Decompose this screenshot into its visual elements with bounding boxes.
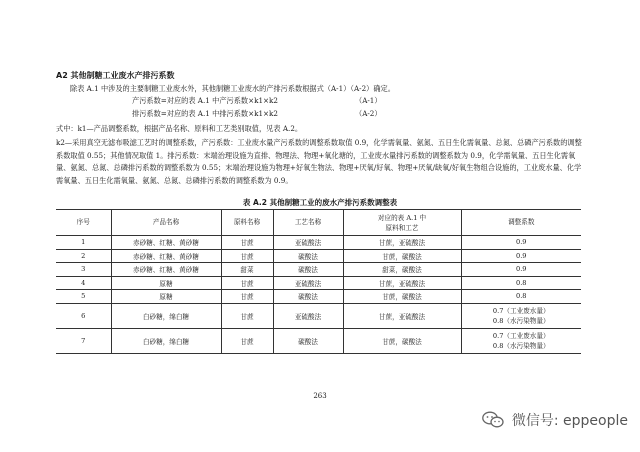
cell-reference: 甘蔗，碳酸法 [343,290,461,304]
k1-definition: 式中：k1—产品调整系数，根据产品名称、原料和工艺类别取值，见表 A.2。 [56,124,303,133]
cell-seq: 6 [56,303,111,328]
table-row [56,236,581,250]
formula-a1: 产污系数=对应的表 A.1 中产污系数×k1×k2 [132,96,278,105]
header-coefficient: 调整系数 [461,210,581,236]
coefficient-wastewater: 0.7（工业废水量） [492,331,550,340]
header-reference-line2: 原料和工艺 [385,223,419,232]
header-reference-line1: 对应的表 A.1 中 [377,213,427,222]
formula-a2: 排污系数=对应的表 A.1 中排污系数×k1×k2 [132,109,278,118]
table-row [56,263,581,277]
cell-material: 甘蔗 [221,328,273,353]
cell-seq: 5 [56,290,111,304]
header-material: 原料名称 [221,210,273,236]
adjustment-table [56,209,581,354]
cell-material: 甘蔗 [221,236,273,250]
header-reference [343,210,461,236]
cell-process: 亚硫酸法 [273,276,343,290]
header-product: 产品名称 [111,210,221,236]
cell-seq: 1 [56,236,111,250]
cell-seq: 4 [56,276,111,290]
cell-process: 亚硫酸法 [273,303,343,328]
cell-reference: 甘蔗，碳酸法 [343,328,461,353]
cell-reference: 甘蔗，亚硫酸法 [343,276,461,290]
cell-product: 白砂糖，绵白糖 [111,328,221,353]
cell-seq: 7 [56,328,111,353]
coefficient-pollutants: 0.8（水污染物量） [492,316,550,325]
cell-reference: 甜菜，碳酸法 [343,263,461,277]
header-seq: 序号 [56,210,111,236]
cell-seq: 2 [56,249,111,263]
cell-product: 原糖 [111,290,221,304]
cell-material: 甜菜 [221,263,273,277]
coefficient-wastewater: 0.7（工业废水量） [492,306,550,315]
table-header-row [56,210,581,236]
header-process: 工艺名称 [273,210,343,236]
section-heading: A2 其他制糖工业废水产排污系数 [56,71,175,80]
cell-reference: 甘蔗，亚硫酸法 [343,303,461,328]
cell-product: 赤砂糖、红糖、黄砂糖 [111,236,221,250]
formula-a2-number: （A-2） [355,109,382,118]
cell-process: 碳酸法 [273,263,343,277]
cell-coefficient: 0.9 [461,236,581,250]
cell-product: 白砂糖，绵白糖 [111,303,221,328]
cell-product: 赤砂糖、红糖、黄砂糖 [111,249,221,263]
page-number: 263 [313,392,327,400]
cell-process: 碳酸法 [273,290,343,304]
cell-material: 甘蔗 [221,276,273,290]
table-row [56,290,581,304]
cell-material: 甘蔗 [221,303,273,328]
table-caption: 表 A.2 其他制糖工业的废水产排污系数调整表 [242,198,398,207]
coefficient-pollutants: 0.8（水污染物量） [492,341,550,350]
intro-paragraph: 除表 A.1 中涉及的主要制糖工业废水外，其他制糖工业废水的产排污系数根据式（A-1）（A-2）确定。 [70,84,395,93]
wechat-bubble-icon [482,411,504,429]
cell-reference: 甘蔗，亚硫酸法 [343,236,461,250]
cell-coefficient: 0.9 [461,263,581,277]
cell-seq: 3 [56,263,111,277]
wechat-watermark [482,410,628,430]
cell-coefficient: 0.9 [461,249,581,263]
cell-product: 原糖 [111,276,221,290]
cell-process: 碳酸法 [273,249,343,263]
cell-coefficient [461,328,581,353]
cell-coefficient [461,303,581,328]
table-row [56,303,581,328]
cell-coefficient: 0.8 [461,290,581,304]
table-row [56,249,581,263]
cell-material: 甘蔗 [221,249,273,263]
cell-product: 赤砂糖、红糖、黄砂糖 [111,263,221,277]
cell-process: 亚硫酸法 [273,236,343,250]
cell-material: 甘蔗 [221,290,273,304]
cell-coefficient: 0.8 [461,276,581,290]
watermark-text: 微信号: eppeople [511,413,628,429]
formula-a1-number: （A-1） [355,96,382,105]
table-row [56,328,581,353]
table-row [56,276,581,290]
k2-definition: k2—采用真空无滤布吸滤工艺时的调整系数，产污系数：工业废水量产污系数的调整系数取值 0.9，化学需氧量、氨氮、五日生化需氧量、总氮、总磷产污系数的调整系数取值 0.55；其他情况取值 1。排污系数：末端治理设施为直排、物理法、物理+氧化塘的，工业废水量排污系数的调整系数为 0.9，化学需氧量、五日生化需氧量、氨氮、总氮、总磷排污系数的调整系数为 0.55；末端治理设施为物理+好氧生物法、物理+厌氧/好氧、物理+厌氧/缺氧/好氧生物组合设施的，工业废水量、化学需氧量、五日生化需氧量、氨氮、总氮、总磷排污系数的调整系数为 0.9。 [56,138,582,185]
cell-process: 碳酸法 [273,328,343,353]
cell-reference: 甘蔗，碳酸法 [343,249,461,263]
